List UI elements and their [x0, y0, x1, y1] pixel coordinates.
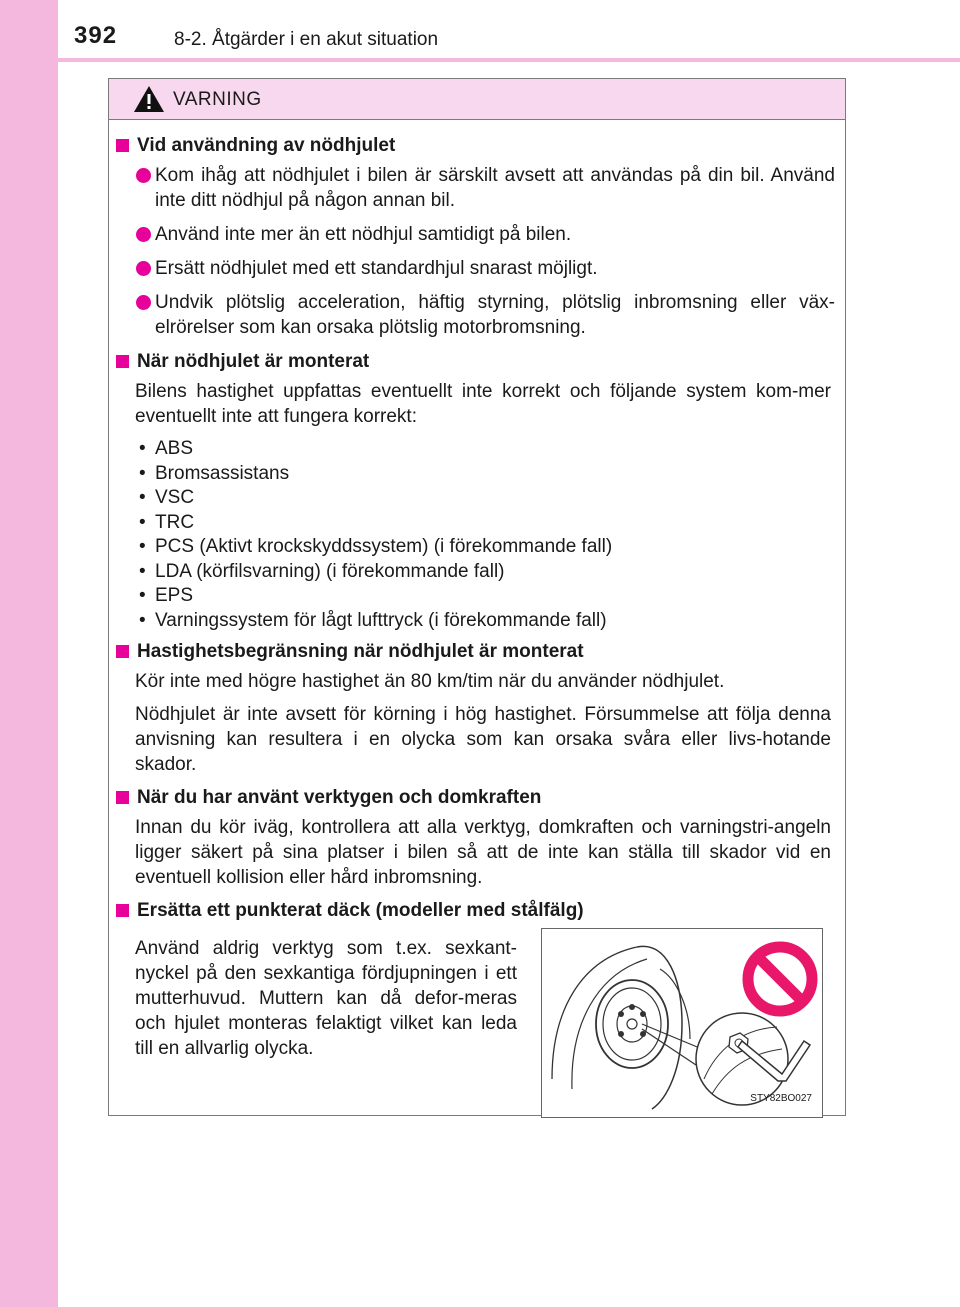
bullet-item: Använd inte mer än ett nödhjul samtidigt på bilen.	[109, 222, 845, 247]
bullet-item: Undvik plötslig acceleration, häftig styrning, plötslig inbromsning eller väx-elrörelser som kan orsaka plötslig motorbromsning.	[109, 290, 845, 340]
round-bullet-icon	[136, 227, 151, 242]
warning-header	[109, 79, 845, 120]
left-margin-band	[0, 0, 58, 1307]
list-item: • VSC	[139, 487, 195, 508]
paragraph: Nödhjulet är inte avsett för körning i hög hastighet. Försummelse att följa denna anvisning kan resultera i en olycka som kan orsaka svåra eller livs-hotande skador.	[135, 704, 831, 775]
warning-label: VARNING	[173, 89, 262, 110]
round-bullet-icon	[136, 261, 151, 276]
square-bullet-icon	[116, 139, 129, 152]
warning-box	[108, 78, 846, 1116]
square-bullet-icon	[116, 355, 129, 368]
bullet-item: Ersätt nödhjulet med ett standardhjul snarast möjligt.	[109, 256, 845, 281]
section-heading: När nödhjulet är monterat	[109, 349, 845, 374]
round-bullet-icon	[136, 168, 151, 183]
paragraph: Bilens hastighet uppfattas eventuellt inte korrekt och följande system kom-mer eventuellt inte att fungera korrekt:	[135, 381, 831, 427]
list-item: • PCS (Aktivt krockskyddssystem) (i förekommande fall)	[139, 536, 613, 557]
list-item: • TRC	[139, 511, 195, 533]
section-heading: Hastighetsbegränsning när nödhjulet är monterat	[109, 639, 845, 664]
paragraph: Innan du kör iväg, kontrollera att alla verktyg, domkraften och varningstri-angeln ligger säkert på sina platser i bilen så att de inte kan ställa till skador vid en eventuell kollision eller hård inbromsning.	[135, 817, 831, 888]
header-rule	[58, 58, 960, 62]
page-number: 392	[74, 22, 118, 49]
square-bullet-icon	[116, 645, 129, 658]
section-heading: Vid användning av nödhjulet	[109, 133, 845, 158]
list-item: • LDA (körfilsvarning) (i förekommande fall)	[139, 560, 505, 582]
list-item: • Varningssystem för lågt lufttryck (i förekommande fall)	[139, 609, 607, 631]
bullet-item: Kom ihåg att nödhjulet i bilen är särskilt avsett att användas på din bil. Använd inte ditt nödhjul på någon annan bil.	[109, 163, 845, 213]
section-heading: När du har använt verktygen och domkraften	[109, 785, 845, 810]
paragraph: Använd aldrig verktyg som t.ex. sexkant-nyckel på den sexkantiga fördjupningen i ett mutterhuvud. Muttern kan då defor-meras och hjulet monteras felaktigt vilket kan leda till en allvarlig olycka.	[135, 938, 517, 1059]
system-list	[109, 437, 845, 633]
warning-content	[109, 133, 845, 1158]
list-item: • Bromsassistans	[139, 462, 290, 484]
round-bullet-icon	[136, 295, 151, 310]
section-title: 8-2. Åtgärder i en akut situation	[174, 29, 439, 50]
final-row	[109, 928, 845, 1158]
square-bullet-icon	[116, 791, 129, 804]
list-item: • ABS	[139, 438, 194, 459]
figure-code: STY82BO027	[750, 1093, 812, 1104]
square-bullet-icon	[116, 904, 129, 917]
warning-triangle-icon	[133, 85, 165, 113]
section-heading: Ersätta ett punkterat däck (modeller med stålfälg)	[109, 898, 845, 923]
list-item: • EPS	[139, 585, 194, 606]
wheel-illustration	[541, 928, 823, 1118]
paragraph: Kör inte med högre hastighet än 80 km/tim när du använder nödhjulet.	[135, 671, 725, 692]
